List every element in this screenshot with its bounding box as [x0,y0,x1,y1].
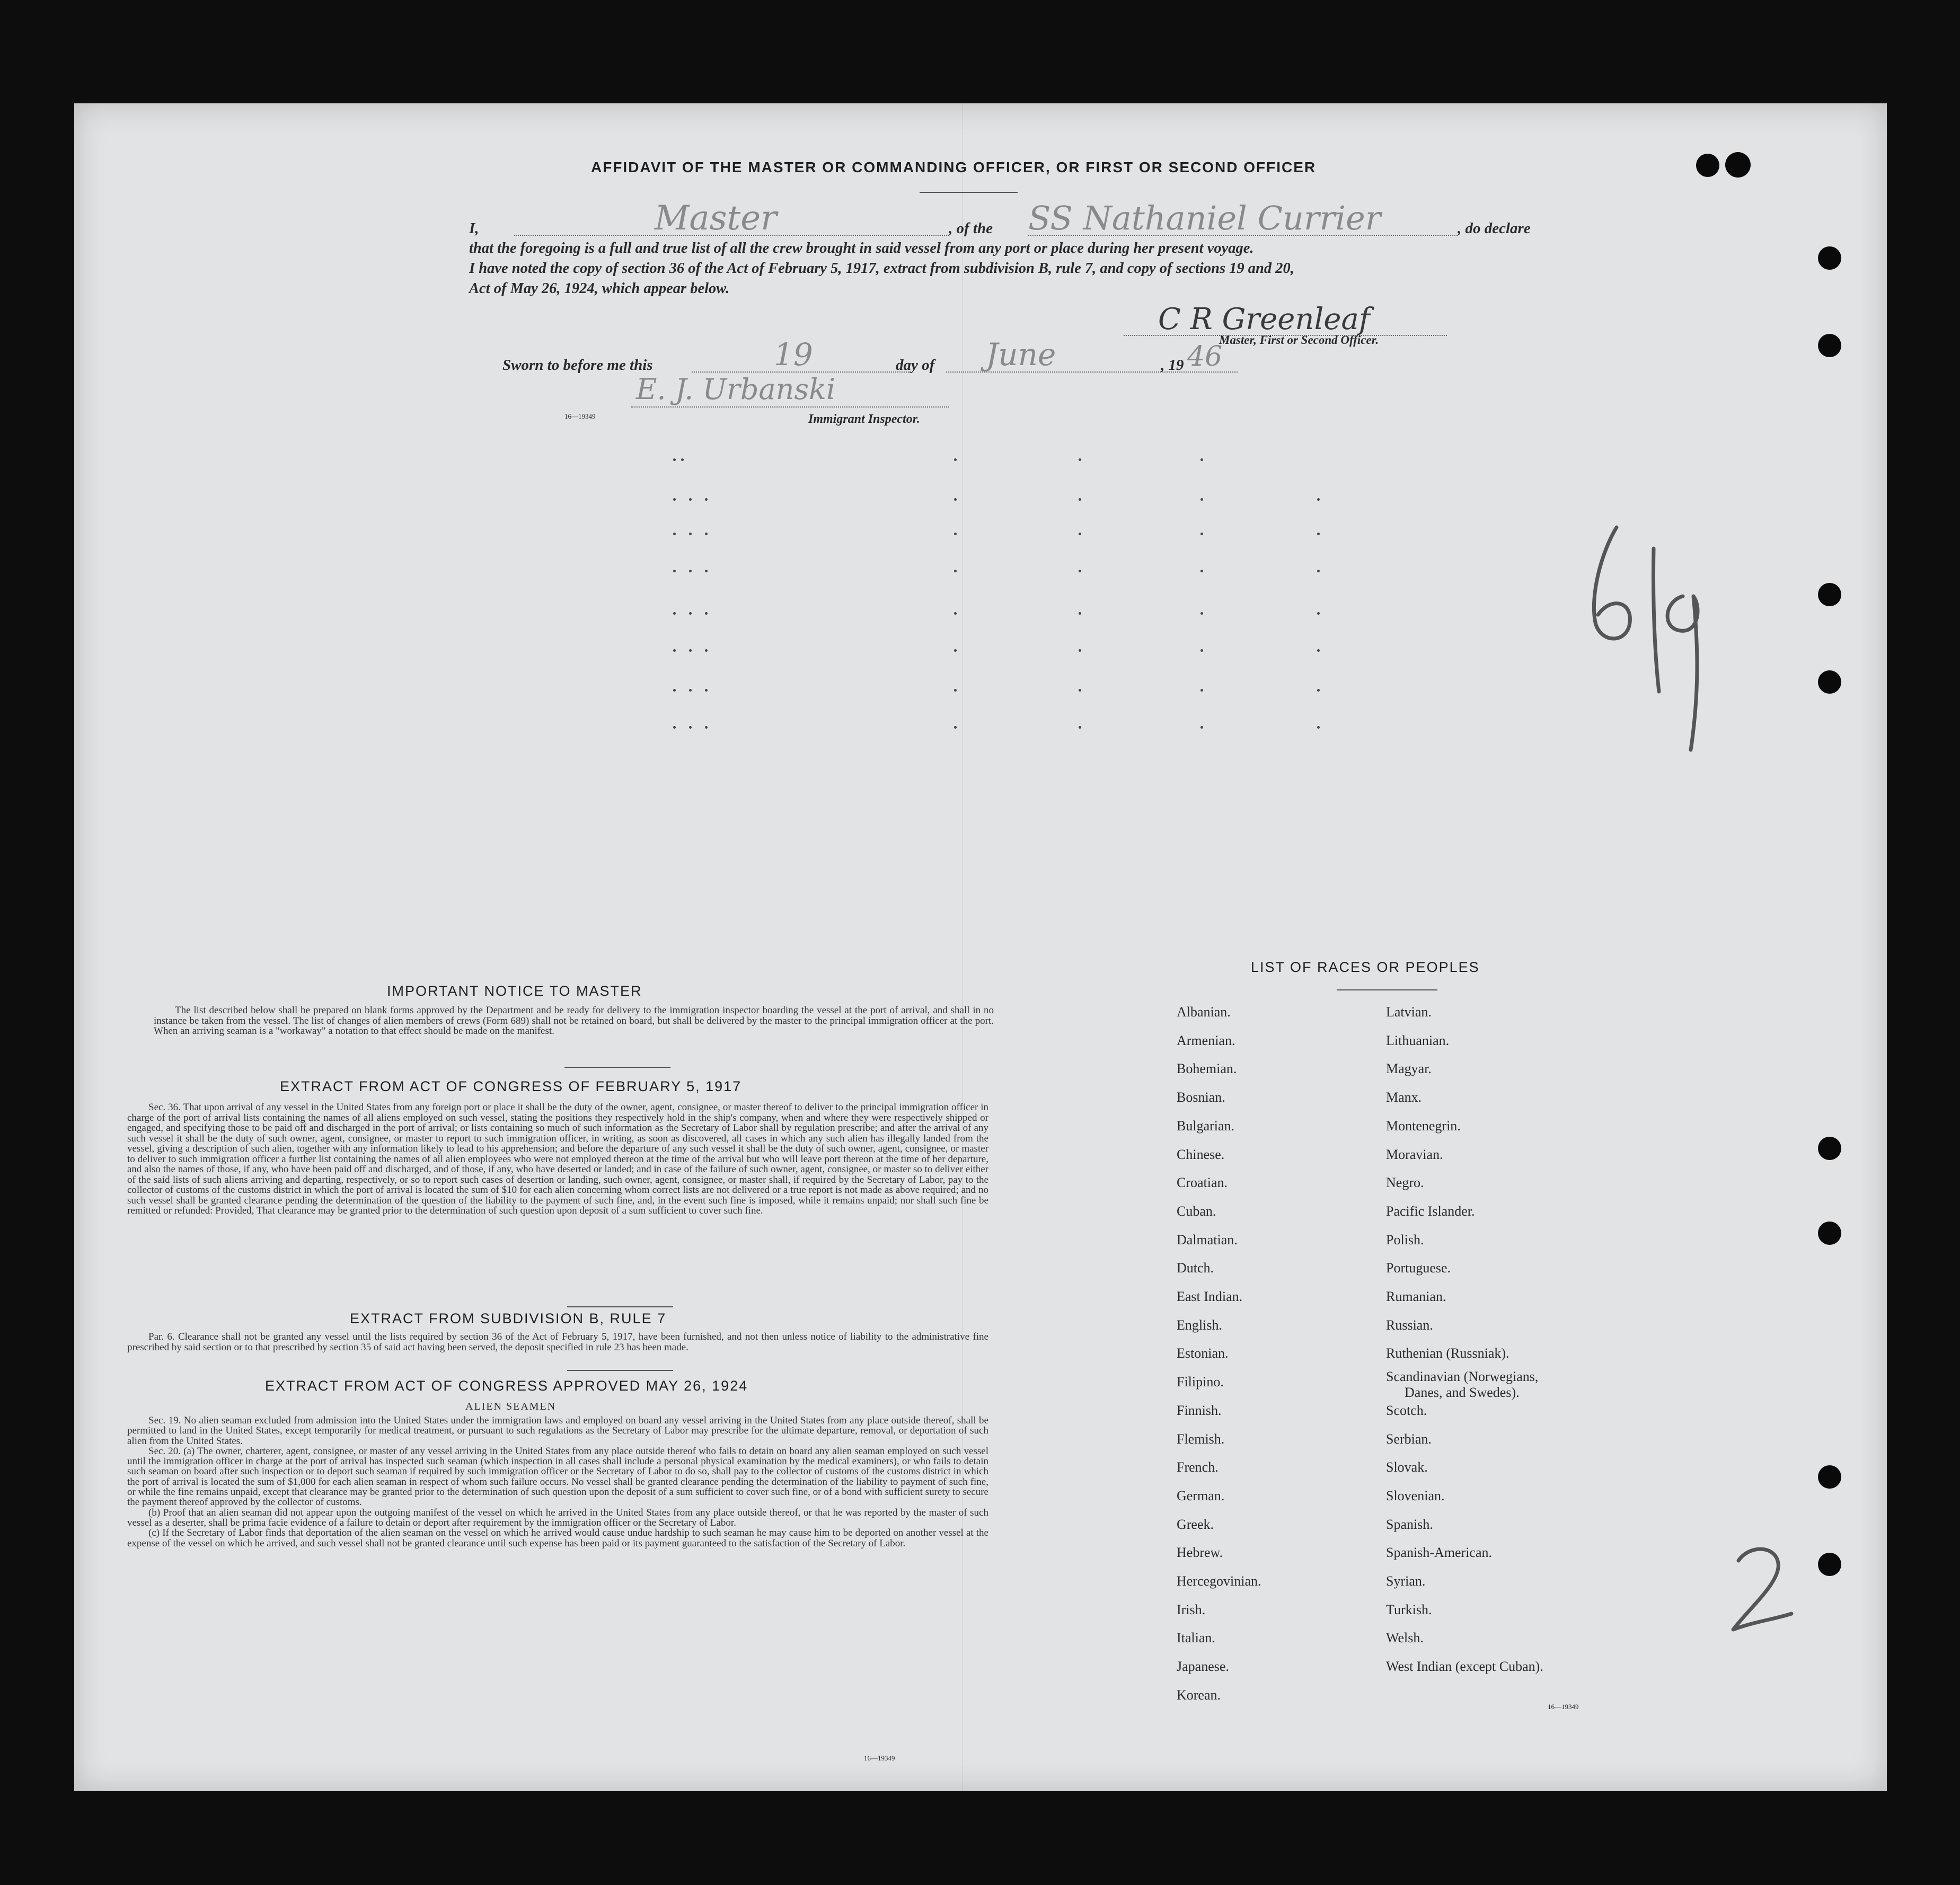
sworn-month-handwritten: June [986,337,1056,373]
race-item: Irish. [1177,1601,1206,1617]
race-item: Scandinavian (Norwegians, [1386,1369,1539,1385]
punch-hole [1725,152,1751,178]
race-item: Negro. [1386,1175,1424,1191]
extract-1924-title: EXTRACT FROM ACT OF CONGRESS APPROVED MAY 26, 1924 [265,1378,748,1394]
master-signature-caption: Master, First or Second Officer. [1219,333,1379,347]
race-item: Bohemian. [1177,1061,1237,1077]
race-item: Italian. [1177,1630,1215,1646]
title-rule [920,192,1018,193]
race-item: Turkish. [1386,1601,1432,1617]
form-number: 16—19349 [1548,1703,1579,1711]
notice-text [154,1005,994,1037]
race-item: Filipino. [1177,1374,1224,1390]
race-item: Hercegovinian. [1177,1573,1261,1589]
race-item: Ruthenian (Russniak). [1386,1346,1509,1361]
page-mark-handwritten [1717,1534,1802,1640]
affidavit-declare-label: , do declare [1458,220,1531,237]
race-item: Dutch. [1177,1260,1214,1276]
race-item: Moravian. [1386,1146,1443,1162]
rule7-title: EXTRACT FROM SUBDIVISION B, RULE 7 [350,1311,667,1326]
race-item: Magyar. [1386,1061,1432,1077]
inspector-line [631,406,949,408]
affidavit-name-handwritten: Master [655,199,777,238]
race-item: Slovenian. [1386,1488,1445,1503]
race-item: Spanish-American. [1386,1545,1493,1561]
race-item: Montenegrin. [1386,1118,1461,1134]
race-item: Korean. [1177,1687,1221,1703]
race-item: Hebrew. [1177,1545,1223,1561]
punch-hole [1818,1137,1841,1160]
date-annotation-handwritten [1579,517,1717,803]
race-item: West Indian (except Cuban). [1386,1659,1543,1675]
day-of-label: day of [896,357,935,374]
race-item: Cuban. [1177,1203,1216,1219]
race-item: Armenian. [1177,1032,1235,1048]
race-item: Lithuanian. [1386,1032,1450,1048]
notice-title: IMPORTANT NOTICE TO MASTER [387,983,642,999]
document-page [74,103,1887,1791]
race-item: Rumanian. [1386,1289,1446,1304]
vessel-name-handwritten: SS Nathaniel Currier [1028,199,1381,237]
race-item: Pacific Islander. [1386,1203,1475,1219]
sec36-paragraph: Sec. 36. That upon arrival of any vessel in the United States from any foreign port or place it shall be the duty of the owner, agent, consignee, or master thereof to deliver to the principal immigration officer in charge of the port of arrival lists containing the names of all aliens employed on such vessel, stating the positions they respectively hold in the ship's company, when and where they were respectively shipped or engaged, and specifying those to be paid off and discharged in the port of arrival; or lists containing so much of such information as the Secretary of Labor shall by regulation prescribe; and after the arrival of any such vessel it shall be the duty of such owner, agent, consignee, or master to report to such immigration officer, in writing, as soon as discovered, all cases in which any such alien has illegally landed from the vessel, giving a description of such alien, together with any information likely to lead to his apprehension; and before the departure of any such vessel it shall be the duty of such owner, agent, consignee, or master to deliver to such immigration officer a further list containing the names of all alien employees who were not employed thereon at the time of the arrival but who will leave port thereon at the time of her departure, and also the names of those, if any, who have been paid off and discharged, and of those, if any, who have deserted or landed; and in case of the failure of such owner, agent, consignee, or master so to deliver either of the said lists of such aliens arriving and departing, respectively, or so to report such cases of desertion or landing, such owner, agent, consignee, or master shall, if required by the Secretary of Labor, pay to the collector of customs of the customs district in which the port of arrival is located the sum of $10 for each alien concerning whom correct lists are not delivered or a true report is not made as above required; and no such vessel shall be granted clearance pending the determination of the question of the liability to the payment of such fine, and, in the event such fine is imposed, while it remains unpaid; nor shall such fine be remitted or refunded: Provided, That clearance may be granted prior to the determination of such question upon deposit of a sum sufficient to cover such fine. [127,1102,988,1216]
race-item: Latvian. [1386,1004,1432,1020]
race-item: German. [1177,1488,1225,1503]
sworn-year-handwritten: 46 [1187,341,1223,373]
race-item: French. [1177,1459,1219,1475]
punch-hole [1818,246,1841,270]
race-item: Syrian. [1386,1573,1426,1589]
race-item: Finnish. [1177,1402,1222,1418]
extract-1917-text [127,1102,988,1216]
sec19-paragraph: Sec. 19. No alien seaman excluded from admission into the United States under the immigration laws and employed on board any vessel arriving in the United States from any place outside thereof, shall be permitted to land in the United States, except temporarily for medical treatment, or pursuant to such regulations as the Secretary of Labor may prescribe for the ultimate departure, removal, or deportation of such alien from the United States. [127,1415,988,1447]
race-item: Spanish. [1386,1516,1433,1532]
sec20b-paragraph: (b) Proof that an alien seaman did not appear upon the outgoing manifest of the vessel on which he arrived in the United States from any place outside thereof, or that he was reported by the master of such vessel as a deserter, shall be prima facie evidence of a failure to detain or deport after requirement by the immigration officer or the Secretary of Labor. [127,1507,988,1528]
race-item: Flemish. [1177,1431,1225,1447]
punch-hole [1818,583,1841,606]
sworn-label: Sworn to before me this [502,357,653,374]
race-item: Serbian. [1386,1431,1432,1447]
punch-hole [1818,1222,1841,1245]
rule7-text [127,1332,988,1352]
race-item: East Indian. [1177,1289,1243,1304]
sworn-day-handwritten: 19 [774,337,813,373]
race-item: Croatian. [1177,1175,1228,1191]
punch-hole [1818,1553,1841,1576]
extract-1917-title: EXTRACT FROM ACT OF CONGRESS OF FEBRUARY 5, 1917 [280,1078,742,1094]
affidavit-line2: that the foregoing is a full and true list of all the crew brought in said vessel from any port or place during her present voyage. [469,240,1254,256]
affidavit-line4: Act of May 26, 1924, which appear below. [469,280,730,297]
race-item: Albanian. [1177,1004,1231,1020]
section-rule [564,1067,670,1068]
race-item: Bulgarian. [1177,1118,1235,1134]
race-item: Danes, and Swedes). [1405,1385,1520,1401]
master-signature: C R Greenleaf [1158,302,1370,337]
section-rule [567,1370,673,1371]
races-title-rule [1337,989,1437,990]
race-item: Scotch. [1386,1402,1427,1418]
race-item: English. [1177,1317,1222,1333]
races-title: LIST OF RACES OR PEOPLES [1251,959,1480,975]
sec20a-paragraph: Sec. 20. (a) The owner, charterer, agent, consignee, or master of any vessel arriving in the United States from any place outside thereof who fails to detain on board any alien seaman employed on such vessel until the immigration officer in charge at the port of arrival has inspected such seaman (which inspection in all cases shall include a personal physical examination by the medical examiners), or who fails to detain such seaman on board after such inspection or to deport such seaman if required by such immigration officer or the Secretary of Labor to do so, shall pay to the collector of customs of the customs district in which the port of arrival is located the sum of $1,000 for each alien seaman in respect of whom such failure occurs. No vessel shall be granted clearance pending the determination of the liability to payment of such fine, or while the fine remains unpaid, except that clearance may be granted prior to the determination of such question upon the deposit of a sum sufficient to cover such fine, or of a bond with sufficient surety to secure the payment thereof approved by the collector of customs. [127,1445,988,1508]
notice-paragraph: The list described below shall be prepared on blank forms approved by the Department and be ready for delivery to the immigration inspector boarding the vessel at the port of arrival, and shall in no instance be taken from the vessel. The list of changes of alien members of crews (Form 689) shall not be retained on board, but shall be delivered by the master to the principal immigration officer at the port. When an arriving seaman is a "workaway" a notation to that effect should be made on the manifest. [154,1005,994,1037]
race-item: Japanese. [1177,1659,1229,1675]
race-item: Chinese. [1177,1146,1225,1162]
affidavit-of-label: , of the [949,220,993,237]
sec20c-paragraph: (c) If the Secretary of Labor finds that deportation of the alien seaman on the vessel on which he arrived would cause undue hardship to such seaman he may cause him to be deported on another vessel at the expense of the vessel on which he arrived, and such vessel shall not be granted clearance until such expense has been paid or its payment guaranteed to the satisfaction of the Secretary of Labor. [127,1527,988,1549]
race-item: Estonian. [1177,1346,1229,1361]
year-prefix-label: , 19 [1161,357,1184,374]
race-item: Welsh. [1386,1630,1424,1646]
race-item: Slovak. [1386,1459,1428,1475]
inspector-caption: Immigrant Inspector. [808,412,920,426]
affidavit-line1-prefix: I, [469,220,479,237]
punch-hole [1818,670,1841,694]
punch-hole [1696,154,1719,177]
alien-seamen-subtitle: ALIEN SEAMEN [465,1401,557,1412]
race-item: Manx. [1386,1090,1422,1105]
form-number: 16—19349 [864,1754,895,1762]
punch-hole [1818,1465,1841,1489]
race-item: Greek. [1177,1516,1214,1532]
punch-hole [1818,334,1841,357]
race-item: Dalmatian. [1177,1232,1238,1247]
race-item: Portuguese. [1386,1260,1451,1276]
affidavit-line3: I have noted the copy of section 36 of the Act of February 5, 1917, extract from subdivision B, rule 7, and copy of sections 19 and 20, [469,260,1294,277]
inspector-signature: E. J. Urbanski [636,373,836,406]
form-number: 16—19349 [564,412,596,420]
affidavit-title: AFFIDAVIT OF THE MASTER OR COMMANDING OFFICER, OR FIRST OR SECOND OFFICER [591,159,1317,175]
section-rule [567,1306,673,1307]
race-item: Polish. [1386,1232,1424,1247]
race-item: Bosnian. [1177,1090,1225,1105]
par6-paragraph: Par. 6. Clearance shall not be granted any vessel until the lists required by section 36 of the Act of February 5, 1917, have been furnished, and not then unless notice of liability to the administrative fine prescribed by said section or to that prescribed by section 35 of said act having been served, the deposit specified in rule 23 has been made. [127,1331,988,1353]
race-item: Russian. [1386,1317,1433,1333]
extract-1924-text [127,1415,988,1548]
